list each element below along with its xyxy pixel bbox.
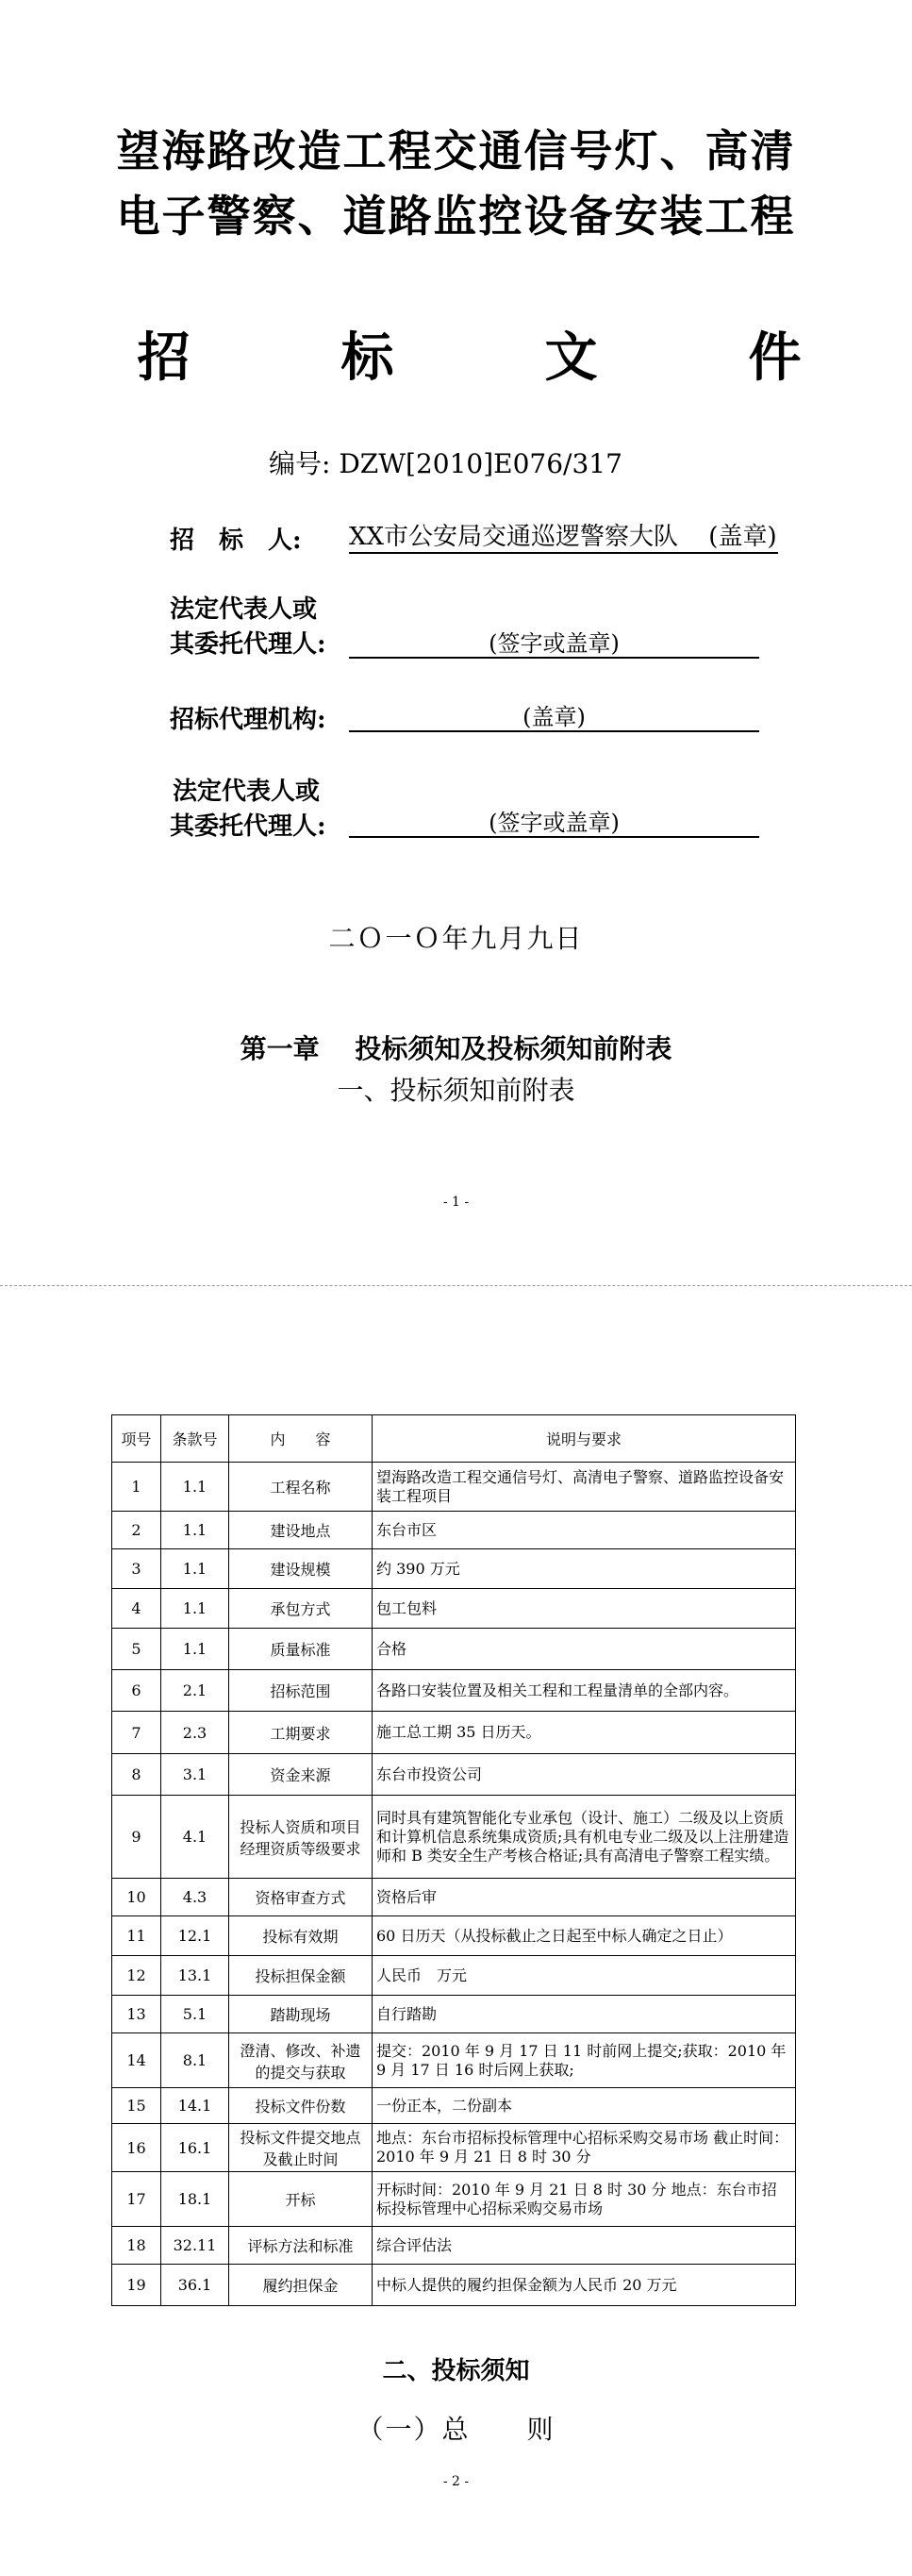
page-number-2: - 2 - <box>442 2474 470 2489</box>
cell-content: 工期要求 <box>229 1712 373 1754</box>
table-row <box>112 2124 796 2172</box>
table-row <box>112 2227 796 2265</box>
cell-clause-no: 3.1 <box>161 1754 229 1796</box>
table-row <box>112 2088 796 2124</box>
table-header-row <box>112 1415 796 1463</box>
cell-requirements: 东台市投资公司 <box>373 1754 796 1796</box>
legal-rep2-note: (签字或盖章) <box>489 810 620 836</box>
table-row <box>112 1463 796 1512</box>
cell-requirements: 包工包料 <box>373 1589 796 1629</box>
cell-content: 踏勘现场 <box>229 1996 373 2033</box>
cell-requirements: 开标时间：2010 年 9 月 21 日 8 时 30 分 地点：东台市招标投标管理中心招标采购交易市场 <box>373 2172 796 2227</box>
doc-code-label: 编号: <box>269 448 331 479</box>
doc-code <box>269 443 622 481</box>
tenderer-label: 招 标 人: <box>170 527 302 555</box>
cell-content: 评标方法和标准 <box>229 2227 373 2265</box>
cell-content: 招标范围 <box>229 1670 373 1712</box>
header-item-no: 项号 <box>112 1415 161 1463</box>
cell-requirements: 施工总工期 35 日历天。 <box>373 1712 796 1754</box>
cell-clause-no: 14.1 <box>161 2088 229 2124</box>
cell-clause-no: 2.3 <box>161 1712 229 1754</box>
cell-content: 建设规模 <box>229 1549 373 1589</box>
cell-content: 开标 <box>229 2172 373 2227</box>
cell-requirements: 东台市区 <box>373 1512 796 1549</box>
cell-clause-no: 2.1 <box>161 1670 229 1712</box>
header-clause-no: 条款号 <box>161 1415 229 1463</box>
cell-content: 建设地点 <box>229 1512 373 1549</box>
cell-requirements: 提交：2010 年 9 月 17 日 11 时前网上提交;获取：2010 年 9 月 17 日 16 时后网上获取; <box>373 2033 796 2088</box>
cell-content: 投标文件提交地点及截止时间 <box>229 2124 373 2172</box>
cell-clause-no: 1.1 <box>161 1629 229 1670</box>
cell-requirements: 综合评估法 <box>373 2227 796 2265</box>
cell-requirements: 自行踏勘 <box>373 1996 796 2033</box>
header-content: 内 容 <box>229 1415 373 1463</box>
legal-rep1-line1: 法定代表人或 <box>170 595 318 624</box>
table-row <box>112 2172 796 2227</box>
table-row <box>112 1796 796 1879</box>
cell-item-no: 13 <box>112 1996 161 2033</box>
requirements-table <box>111 1414 796 2306</box>
cell-item-no: 2 <box>112 1512 161 1549</box>
agency-field <box>349 698 759 732</box>
page-separator <box>0 1285 912 1286</box>
cell-item-no: 17 <box>112 2172 161 2227</box>
legal-rep2-field <box>349 804 759 838</box>
agency-note: (盖章) <box>522 704 586 730</box>
cell-item-no: 1 <box>112 1463 161 1512</box>
legal-rep2-line2: 其委托代理人: <box>170 812 326 841</box>
table-row <box>112 1670 796 1712</box>
table-row <box>112 1879 796 1916</box>
cell-clause-no: 1.1 <box>161 1589 229 1629</box>
doc-title-line1: 望海路改造工程交通信号灯、高清 <box>116 125 796 176</box>
table-row <box>112 1956 796 1996</box>
cell-requirements: 人民币 万元 <box>373 1956 796 1996</box>
cell-requirements: 同时具有建筑智能化专业承包（设计、施工）二级及以上资质和计算机信息系统集成资质;具有机电专业二级及以上注册建造师和 B 类安全生产考核合格证;具有高清电子警察工程实绩。 <box>373 1796 796 1879</box>
table-row <box>112 1996 796 2033</box>
cell-content: 资金来源 <box>229 1754 373 1796</box>
cell-clause-no: 16.1 <box>161 2124 229 2172</box>
cell-item-no: 11 <box>112 1916 161 1956</box>
cell-item-no: 10 <box>112 1879 161 1916</box>
cell-item-no: 6 <box>112 1670 161 1712</box>
issue-date: 二Ｏ一Ｏ年九月九日 <box>328 923 584 954</box>
table-row <box>112 1916 796 1956</box>
cell-content: 投标文件份数 <box>229 2088 373 2124</box>
cell-item-no: 12 <box>112 1956 161 1996</box>
cell-content: 承包方式 <box>229 1589 373 1629</box>
cell-item-no: 8 <box>112 1754 161 1796</box>
section-subheading: （一）总 则 <box>357 2414 555 2445</box>
cell-item-no: 7 <box>112 1712 161 1754</box>
cell-item-no: 15 <box>112 2088 161 2124</box>
page-number-1: - 1 - <box>442 1195 470 1210</box>
cell-clause-no: 4.3 <box>161 1879 229 1916</box>
table-row <box>112 1589 796 1629</box>
doc-type: 招 标 文 件 <box>137 326 851 389</box>
cell-clause-no: 4.1 <box>161 1796 229 1879</box>
cell-item-no: 4 <box>112 1589 161 1629</box>
legal-rep2-line1: 法定代表人或 <box>173 778 321 806</box>
cell-clause-no: 32.11 <box>161 2227 229 2265</box>
cell-requirements: 望海路改造工程交通信号灯、高清电子警察、道路监控设备安装工程项目 <box>373 1463 796 1512</box>
cell-requirements: 合格 <box>373 1629 796 1670</box>
legal-rep1-field <box>349 625 759 659</box>
tenderer-seal: (盖章) <box>708 523 777 551</box>
cell-clause-no: 12.1 <box>161 1916 229 1956</box>
cell-requirements: 各路口安装位置及相关工程和工程量清单的全部内容。 <box>373 1670 796 1712</box>
agency-label: 招标代理机构: <box>170 706 326 734</box>
legal-rep1-line2: 其委托代理人: <box>170 630 326 659</box>
cell-clause-no: 18.1 <box>161 2172 229 2227</box>
cell-item-no: 19 <box>112 2265 161 2306</box>
legal-rep1-note: (签字或盖章) <box>489 630 620 657</box>
cell-item-no: 5 <box>112 1629 161 1670</box>
cell-item-no: 14 <box>112 2033 161 2088</box>
cell-item-no: 16 <box>112 2124 161 2172</box>
cell-requirements: 60 日历天（从投标截止之日起至中标人确定之日止） <box>373 1916 796 1956</box>
cell-content: 履约担保金 <box>229 2265 373 2306</box>
cell-content: 澄清、修改、补遗的提交与获取 <box>229 2033 373 2088</box>
cell-clause-no: 1.1 <box>161 1463 229 1512</box>
header-requirements: 说明与要求 <box>373 1415 796 1463</box>
doc-title-line2: 电子警察、道路监控设备安装工程 <box>116 191 796 242</box>
cell-requirements: 地点：东台市招标投标管理中心招标采购交易市场 截止时间：2010 年 9 月 21 日 8 时 30 分 <box>373 2124 796 2172</box>
cell-clause-no: 1.1 <box>161 1549 229 1589</box>
doc-code-value: DZW[2010]E076/317 <box>339 448 622 479</box>
cell-item-no: 9 <box>112 1796 161 1879</box>
cell-clause-no: 36.1 <box>161 2265 229 2306</box>
cell-requirements: 一份正本，二份副本 <box>373 2088 796 2124</box>
cell-content: 资格审查方式 <box>229 1879 373 1916</box>
tenderer-field <box>349 517 778 554</box>
section-heading: 二、投标须知 <box>382 2357 530 2385</box>
cell-requirements: 约 390 万元 <box>373 1549 796 1589</box>
cell-requirements: 资格后审 <box>373 1879 796 1916</box>
cell-clause-no: 1.1 <box>161 1512 229 1549</box>
cell-clause-no: 8.1 <box>161 2033 229 2088</box>
cell-clause-no: 13.1 <box>161 1956 229 1996</box>
table-row <box>112 1629 796 1670</box>
cell-content: 投标担保金额 <box>229 1956 373 1996</box>
table-row <box>112 2265 796 2306</box>
cell-item-no: 18 <box>112 2227 161 2265</box>
table-row <box>112 1712 796 1754</box>
table-row <box>112 1512 796 1549</box>
table-row <box>112 2033 796 2088</box>
table-row <box>112 1754 796 1796</box>
chapter-heading: 第一章 投标须知及投标须知前附表 <box>240 1033 672 1064</box>
cell-clause-no: 5.1 <box>161 1996 229 2033</box>
cell-item-no: 3 <box>112 1549 161 1589</box>
chapter-subheading: 一、投标须知前附表 <box>337 1075 575 1106</box>
cell-requirements: 中标人提供的履约担保金额为人民币 20 万元 <box>373 2265 796 2306</box>
cell-content: 质量标准 <box>229 1629 373 1670</box>
cell-content: 投标人资质和项目经理资质等级要求 <box>229 1796 373 1879</box>
tenderer-value: XX市公安局交通巡逻警察大队 <box>349 523 679 551</box>
cell-content: 投标有效期 <box>229 1916 373 1956</box>
cell-content: 工程名称 <box>229 1463 373 1512</box>
table-row <box>112 1549 796 1589</box>
